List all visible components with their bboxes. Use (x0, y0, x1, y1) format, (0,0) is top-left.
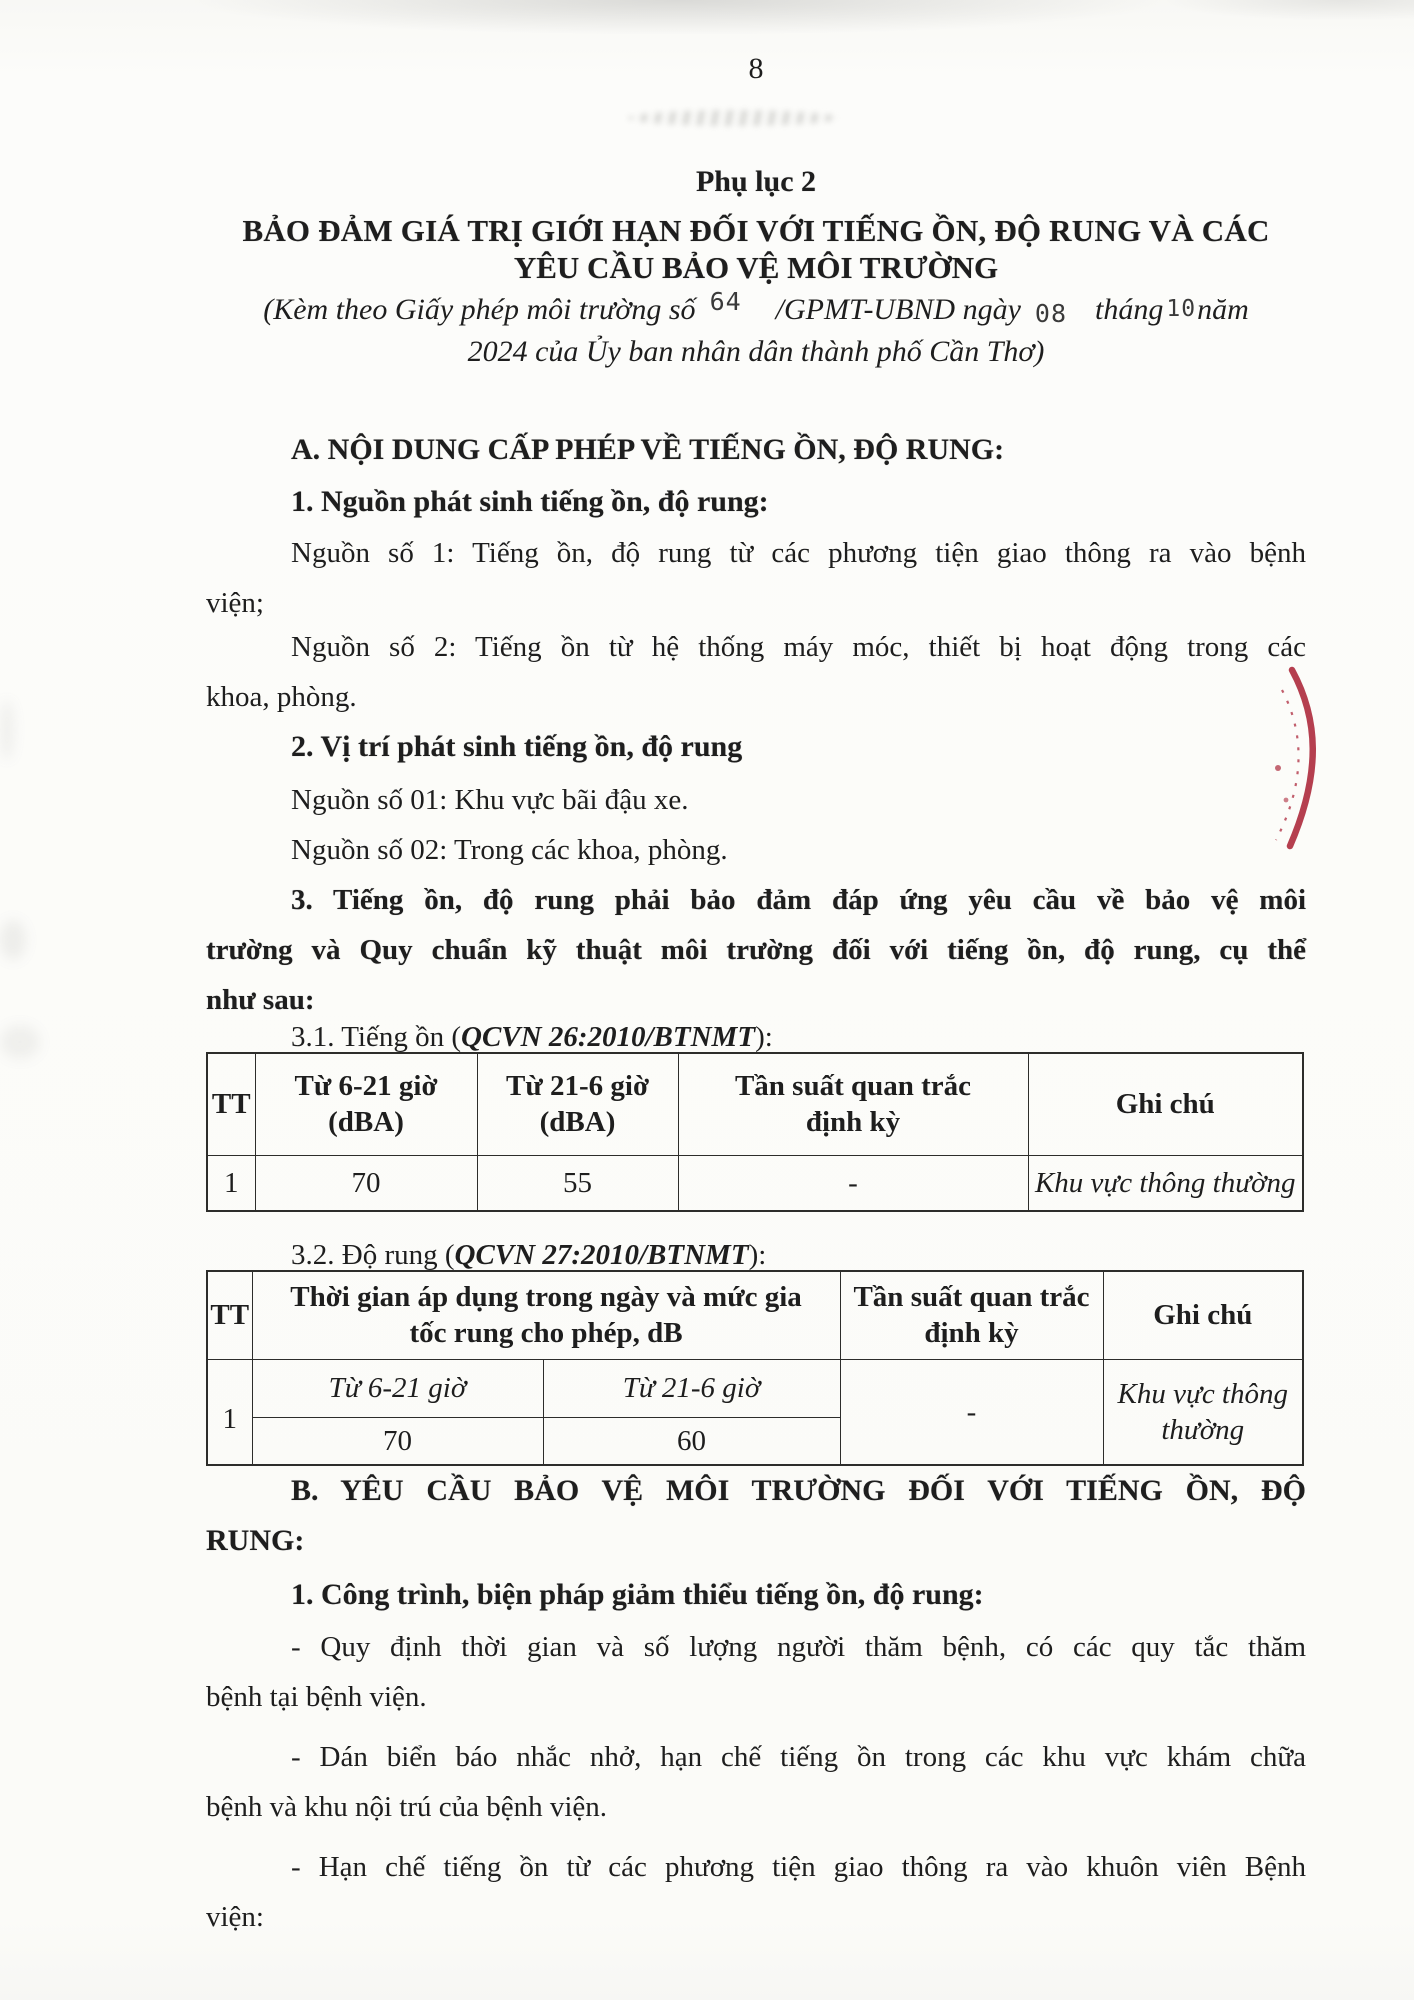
paragraph-item3 (206, 875, 1306, 1025)
section-a-heading: A. NỘI DUNG CẤP PHÉP VỀ TIẾNG ỒN, ĐỘ RUNG: (291, 433, 1005, 466)
location-1: Nguồn số 01: Khu vực bãi đậu xe. (291, 784, 689, 816)
paragraph-line: - Dán biển báo nhắc nhở, hạn chế tiếng ồn trong các khu vực khám chữa (291, 1741, 1306, 1773)
cell-note: Khu vực thông thường (1028, 1155, 1303, 1211)
header-line: Tần suất quan trắc (734, 1070, 972, 1102)
header-line: định kỳ (924, 1317, 1019, 1350)
heading-line: B. YÊU CẦU BẢO VỆ MÔI TRƯỜNG ĐỐI VỚI TIẾNG ỒN, ĐỘ (291, 1474, 1306, 1507)
cell-frequency: - (840, 1359, 1103, 1465)
section-b-heading (206, 1466, 1306, 1566)
paragraph-line: trường và Quy chuẩn kỹ thuật môi trường đối với tiếng ồn, độ rung, cụ thể (206, 934, 1306, 966)
section-a-item1-heading: 1. Nguồn phát sinh tiếng ồn, độ rung: (291, 485, 769, 518)
location-2: Nguồn số 02: Trong các khoa, phòng. (291, 834, 728, 866)
header-frequency (840, 1271, 1103, 1359)
header-line: (dBA) (328, 1106, 404, 1139)
paragraph-line: viện: (206, 1901, 264, 1933)
document-subtitle-line1 (206, 287, 1306, 328)
header-line: Tần suất quan trắc (853, 1281, 1090, 1313)
paragraph-line: Nguồn số 2: Tiếng ồn từ hệ thống máy móc, thiết bị hoạt động trong các (291, 631, 1306, 663)
paragraph-line: 3. Tiếng ồn, độ rung phải bảo đảm đáp ứng yêu cầu về bảo vệ môi (291, 884, 1306, 916)
paragraph-line: bệnh tại bệnh viện. (206, 1681, 427, 1713)
header-line: Từ 6-21 giờ (294, 1070, 438, 1102)
scan-smudge (0, 1025, 40, 1059)
cell-tt: 1 (207, 1359, 252, 1465)
header-tt: TT (207, 1053, 255, 1155)
paragraph-line: khoa, phòng. (206, 681, 357, 713)
cell-night-dba: 55 (477, 1155, 678, 1211)
paragraph-line: - Quy định thời gian và số lượng người thăm bệnh, có các quy tắc thăm (291, 1631, 1306, 1663)
paragraph-bullet-3 (206, 1842, 1306, 1942)
table-row (207, 1359, 1303, 1417)
cell-night-value: 60 (543, 1417, 840, 1465)
scan-smudge (0, 700, 14, 760)
cell-tt: 1 (207, 1155, 255, 1211)
table-header-row (207, 1053, 1303, 1155)
header-line: tốc rung cho phép, dB (409, 1317, 683, 1350)
header-day (255, 1053, 477, 1155)
document-title-line1: BẢO ĐẢM GIÁ TRỊ GIỚI HẠN ĐỐI VỚI TIẾNG ỒN, ĐỘ RUNG VÀ CÁC (242, 213, 1270, 248)
noise-limit-table (206, 1052, 1304, 1212)
paragraph-source-1 (206, 528, 1306, 628)
header-night (477, 1053, 678, 1155)
header-line: Thời gian áp dụng trong ngày và mức gia (290, 1281, 802, 1313)
header-line: (dBA) (539, 1106, 616, 1139)
section-a-item2-heading: 2. Vị trí phát sinh tiếng ồn, độ rung (291, 730, 743, 763)
subtitle-text: năm (1197, 293, 1249, 326)
permit-month: 10 (1166, 296, 1197, 322)
paragraph-source-2 (206, 622, 1306, 722)
standard-reference: QCVN 26:2010/BTNMT (461, 1021, 756, 1053)
page-number: 8 (748, 52, 764, 85)
document-title-line2: YÊU CẦU BẢO VỆ MÔI TRƯỜNG (513, 250, 999, 285)
header-line: định kỳ (805, 1106, 901, 1139)
cell-note: Khu vực thông thường (1103, 1359, 1303, 1465)
cell-period-day: Từ 6-21 giờ (252, 1359, 543, 1417)
header-period (252, 1271, 840, 1359)
paragraph-line: viện; (206, 587, 264, 619)
header-note: Ghi chú (1103, 1271, 1303, 1359)
standard-reference: QCVN 27:2010/BTNMT (454, 1239, 749, 1271)
label-text: ): (748, 1239, 767, 1271)
paragraph-line: Nguồn số 1: Tiếng ồn, độ rung từ các phương tiện giao thông ra vào bệnh (291, 537, 1306, 569)
appendix-label: Phụ lục 2 (695, 165, 817, 198)
paragraph-line: - Hạn chế tiếng ồn từ các phương tiện giao thông ra vào khuôn viên Bệnh (291, 1851, 1306, 1883)
heading-line: RUNG: (206, 1524, 305, 1557)
permit-day: 08 (1034, 299, 1068, 328)
scan-smudge (0, 920, 26, 960)
subtitle-text: /GPMT-UBND ngày (775, 293, 1021, 326)
section-b-item1-heading: 1. Công trình, biện pháp giảm thiểu tiếng ồn, độ rung: (291, 1578, 984, 1611)
cell-frequency: - (678, 1155, 1028, 1211)
permit-number: 64 (709, 287, 742, 316)
cell-day-value: 70 (252, 1417, 543, 1465)
paragraph-line: bệnh và khu nội trú của bệnh viện. (206, 1791, 608, 1823)
scan-smudge (628, 110, 840, 126)
header-tt: TT (207, 1271, 252, 1359)
vibration-limit-table (206, 1270, 1304, 1466)
paragraph-bullet-2 (206, 1732, 1306, 1832)
label-text: 3.1. Tiếng ồn ( (291, 1021, 462, 1053)
table-row (207, 1155, 1303, 1211)
paragraph-bullet-1 (206, 1622, 1306, 1722)
header-note: Ghi chú (1028, 1053, 1303, 1155)
table-header-row (207, 1271, 1303, 1359)
label-text: 3.2. Độ rung ( (291, 1239, 455, 1271)
paragraph-line: như sau: (206, 984, 315, 1016)
subtitle-text: tháng (1095, 293, 1164, 326)
document-subtitle-line2: 2024 của Ủy ban nhân dân thành phố Cần Thơ) (467, 335, 1045, 368)
header-frequency (678, 1053, 1028, 1155)
cell-period-night: Từ 21-6 giờ (543, 1359, 840, 1417)
subtitle-text: (Kèm theo Giấy phép môi trường số (263, 293, 696, 326)
label-text: ): (755, 1021, 773, 1053)
cell-day-dba: 70 (255, 1155, 477, 1211)
header-line: Từ 21-6 giờ (505, 1070, 650, 1102)
